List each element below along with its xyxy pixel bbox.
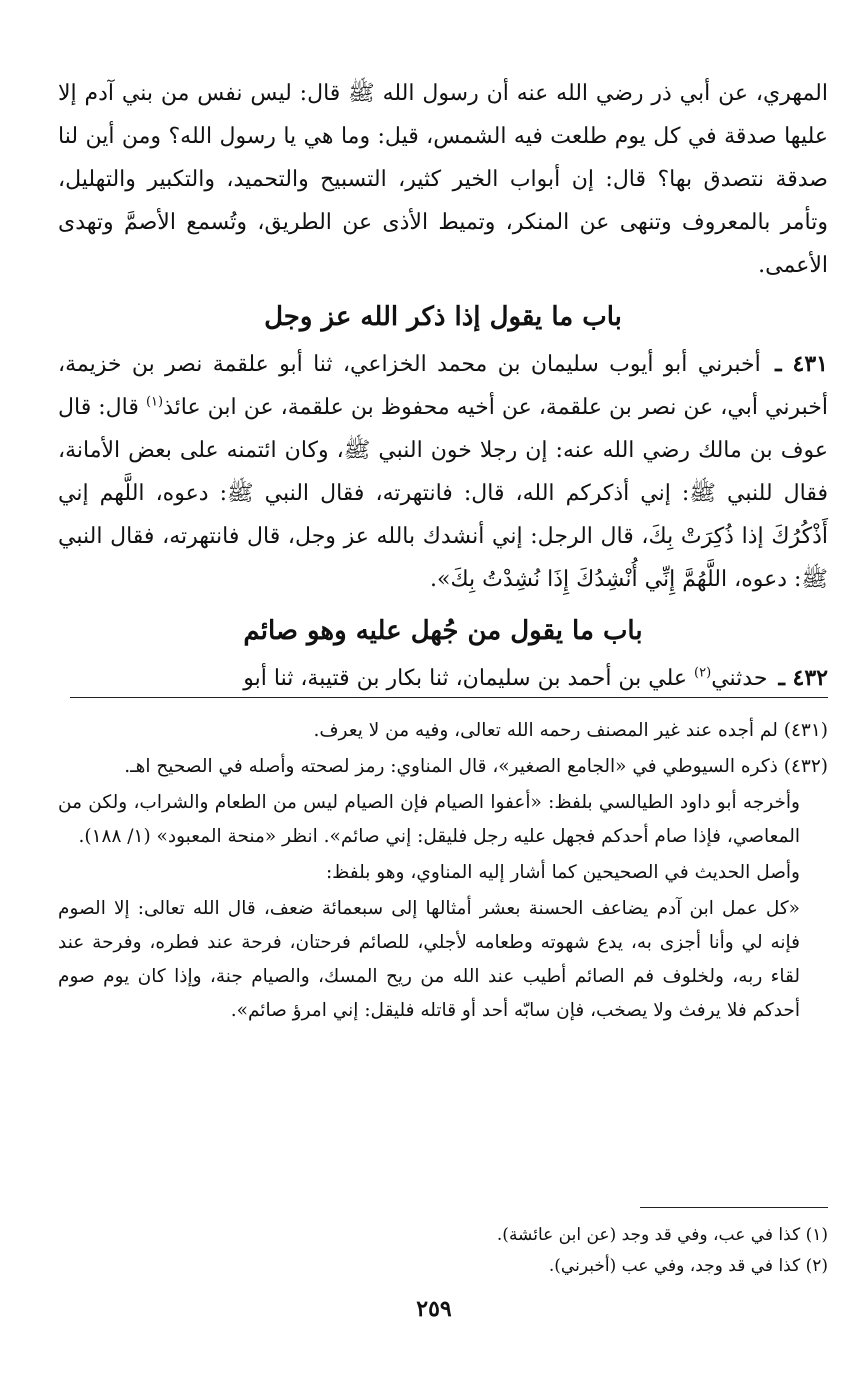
hadith-432-text-a: حدثني — [711, 666, 768, 691]
page-number: ٢٥٩ — [416, 1296, 452, 1322]
main-text-body — [58, 72, 828, 700]
footnotes — [58, 1220, 828, 1282]
note-431: (٤٣١) لم أجده عند غير المصنف رحمه الله تعالى، وفيه من لا يعرف. — [313, 720, 828, 741]
footnotes-separator — [640, 1207, 828, 1208]
hadith-432 — [58, 657, 828, 700]
footnote-ref-2: (٢) — [694, 665, 712, 681]
chapter-heading-remembrance: باب ما يقول إذا ذكر الله عز وجل — [264, 302, 622, 332]
note-432-tayalisi: وأخرجه أبو داود الطيالسي بلفظ: «أعفوا الصيام فإن الصيام ليس من الطعام والشراب، ولكن من المعاصي، فإذا صام أحدكم فجهل عليه رجل فليقل: إني صائم». انظر «منحة المعبود» (١/ ١٨٨). — [58, 792, 800, 847]
note-432-main: (٤٣٢) ذكره السيوطي في «الجامع الصغير»، قال المناوي: رمز لصحته وأصله في الصحيح اهـ. — [124, 756, 828, 777]
hadith-431-text-a: أخبرني أبو أيوب سليمان بن محمد الخزاعي، ثنا أبو علقمة نصر بن خزيمة، أخبرني أبي، عن نصر بن علقمة، عن أخيه محفوظ بن علقمة، عن ابن عائذ — [58, 352, 828, 420]
commentary-notes — [58, 714, 828, 1030]
hadith-431-number: ٤٣١ ـ — [775, 351, 828, 377]
note-432-origin: وأصل الحديث في الصحيحين كما أشار إليه المناوي، وهو بلفظ: — [325, 862, 800, 883]
hadith-432-text-b: علي بن أحمد بن سليمان، ثنا بكار بن قتيبة، ثنا أبو — [243, 666, 695, 691]
hadith-431 — [58, 343, 828, 601]
hadith-431-text-b: قال: قال عوف بن مالك رضي الله عنه: إن رجلا خون النبي ﷺ، وكان ائتمنه على بعض الأمانة، فقال للنبي ﷺ: إني أذكركم الله، قال: فانتهرته، فقال النبي ﷺ: دعوه، اللَّهم إني أَذْكُرُكَ إذا ذُكِرَتْ بِكَ، قال الرجل: إني أنشدك بالله عز وجل، قال فانتهرته، فقال النبي ﷺ: دعوه، اللَّهُمَّ إِنِّي أُنْشِدُكَ إِذَا نُشِدْتُ بِكَ». — [58, 395, 828, 592]
footnote-ref-1: (١) — [145, 394, 164, 410]
notes-separator — [70, 697, 828, 698]
paragraph-continuation: المهري، عن أبي ذر رضي الله عنه أن رسول الله ﷺ قال: ليس نفس من بني آدم إلا عليها صدقة في كل يوم طلعت فيه الشمس، قيل: وما هي يا رسول الله؟ ومن أين لنا صدقة نتصدق بها؟ قال: إن أبواب الخير كثير، التسبيح والتحميد، والتكبير والتهليل، وتأمر بالمعروف وتنهى عن المنكر، وتميط الأذى عن الطريق، وتُسمع الأصمَّ وتهدى الأعمى. — [58, 81, 828, 278]
note-432-hadith-text: «كل عمل ابن آدم يضاعف الحسنة بعشر أمثالها إلى سبعمائة ضعف، قال الله تعالى: إلا الصوم فإنه لي وأنا أجزى به، يدع شهوته وطعامه لأجلي، للصائم فرحتان، فرحة عند فطره، وفرحة عند لقاء ربه، ولخلوف فم الصائم أطيب عند الله من ريح المسك، والصيام جنة، وإذا كان يوم صوم أحدكم فلا يرفث ولا يصخب، فإن سابّه أحد أو قاتله فليقل: إني امرؤ صائم». — [58, 898, 800, 1021]
chapter-heading-fasting: باب ما يقول من جُهل عليه وهو صائم — [243, 616, 643, 646]
hadith-432-number: ٤٣٢ ـ — [778, 665, 828, 691]
footnote-1: (١) كذا في عب، وفي قد وجد (عن ابن عائشة). — [496, 1225, 828, 1245]
footnote-2: (٢) كذا في قد وجد، وفي عب (أخبرني). — [548, 1256, 828, 1276]
